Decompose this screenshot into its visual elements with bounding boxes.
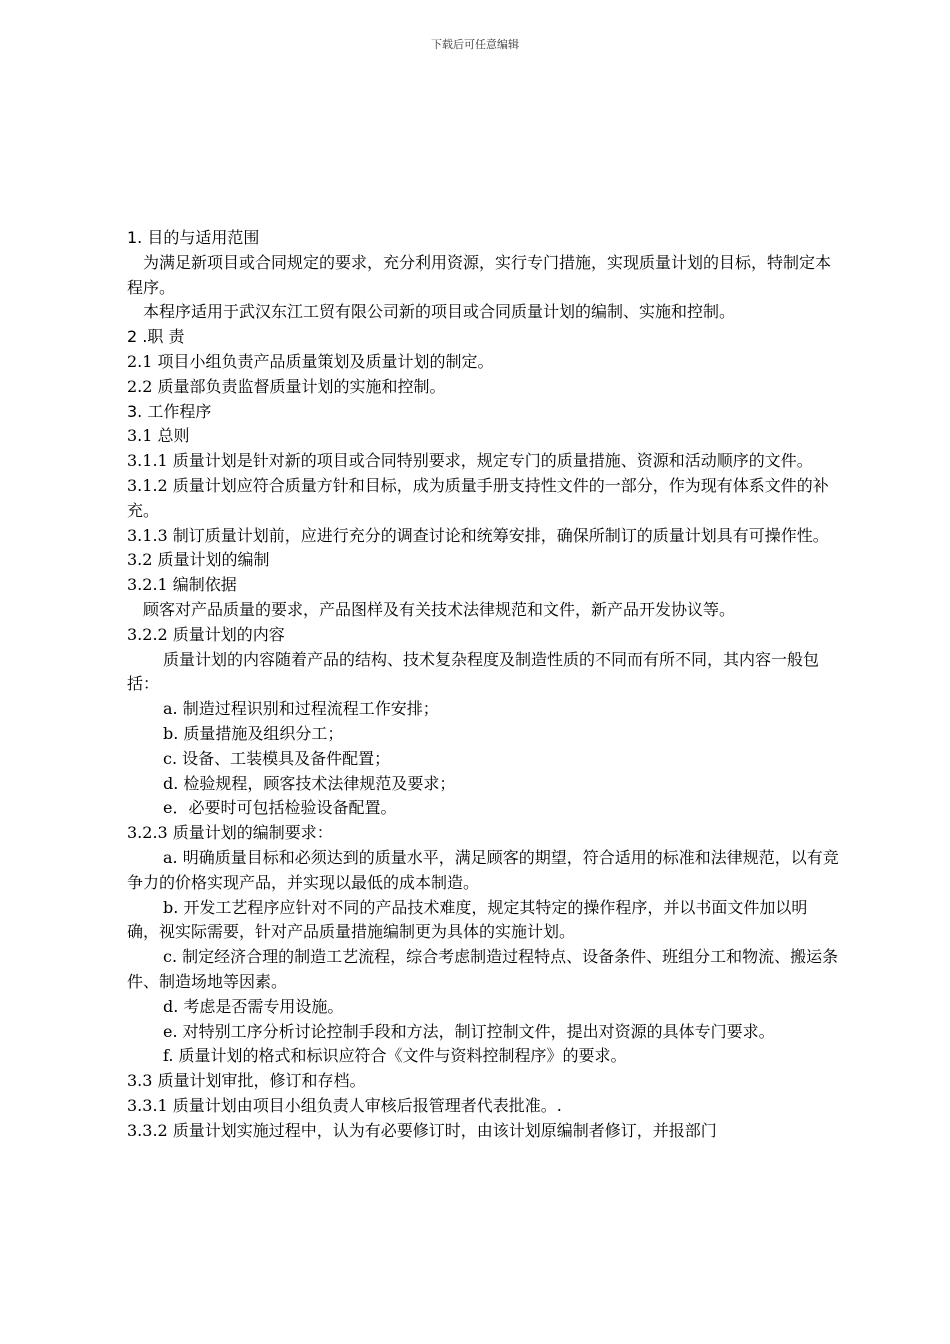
section-1-title: 1. 目的与适用范围 [127, 228, 260, 247]
section-3-1-2: 3.1.2 质量计划应符合质量方针和目标，成为质量手册支持性文件的一部分，作为现有体系文件的补充。 [127, 475, 829, 520]
section-2-2: 2.2 质量部负责监督质量计划的实施和控制。 [127, 376, 446, 396]
content-list [127, 697, 839, 821]
requirement-a: a. 明确质量目标和必须达到的质量水平，满足顾客的期望，符合适用的标准和法律规范，以有竞争力的价格实现产品，并实现以最低的成本制造。 [127, 847, 839, 892]
section-3-2-3: 3.2.3 质量计划的编制要求： [127, 823, 333, 843]
section-3-1-1: 3.1.1 质量计划是针对新的项目或合同特别要求，规定专门的质量措施、资源和活动顺序的文件。 [127, 451, 813, 471]
list-item: d. 检验规程，顾客技术法律规范及要求； [163, 773, 456, 793]
page-header: 下载后可任意编辑 [431, 38, 519, 51]
section-3-2-1-paragraph: 顾客对产品质量的要求，产品图样及有关技术法律规范和文件，新产品开发协议等。 [143, 599, 736, 619]
requirement-c: c. 制定经济合理的制造工艺流程，综合考虑制造过程特点、设备条件、班组分工和物流、搬运条件、制造场地等因素。 [127, 947, 839, 991]
requirement-b: b. 开发工艺程序应针对不同的产品技术难度，规定其特定的操作程序，并以书面文件加以明确，视实际需要，针对产品质量措施编制更为具体的实施计划。 [127, 897, 808, 942]
section-1-paragraph-2: 本程序适用于武汉东江工贸有限公司新的项目或合同质量计划的编制、实施和控制。 [143, 302, 736, 322]
section-2-1: 2.1 项目小组负责产品质量策划及质量计划的制定。 [127, 351, 494, 371]
section-3-2-2-paragraph: 质量计划的内容随着产品的结构、技术复杂程度及制造性质的不同而有所不同，其内容一般包括： [127, 649, 820, 694]
section-3-3-2: 3.3.2 质量计划实施过程中，认为有必要修订时，由该计划原编制者修订，并报部门 [127, 1120, 717, 1140]
section-3-title: 3. 工作程序 [127, 401, 212, 421]
list-item: a. 制造过程识别和过程流程工作安排； [163, 699, 439, 719]
section-3-2-1: 3.2.1 编制依据 [127, 575, 237, 595]
section-3-3: 3.3 质量计划审批，修订和存档。 [127, 1071, 366, 1091]
list-item: c. 设备、工装模具及备件配置； [163, 748, 391, 768]
section-1-paragraph-1: 为满足新项目或合同规定的要求，充分利用资源，实行专门措施，实现质量计划的目标，特制定本程序。 [127, 252, 832, 297]
section-3-1-3: 3.1.3 制订质量计划前，应进行充分的调查讨论和统筹安排，确保所制订的质量计划具有可操作性。 [127, 525, 829, 545]
section-3-3-1: 3.3.1 质量计划由项目小组负责人审核后报管理者代表批准。. [127, 1095, 562, 1115]
list-item: b. 质量措施及组织分工； [163, 723, 344, 743]
requirement-d: d. 考虑是否需专用设施。 [163, 996, 344, 1016]
section-3-2-2: 3.2.2 质量计划的内容 [127, 624, 285, 644]
section-3-2: 3.2 质量计划的编制 [127, 550, 270, 570]
document-body [127, 226, 839, 1143]
section-2-title: 2 .职 责 [127, 327, 185, 347]
section-3-1: 3.1 总则 [127, 426, 190, 446]
requirement-f: f. 质量计划的格式和标识应符合《文件与资料控制程序》的要求。 [163, 1046, 627, 1066]
list-item: e．必要时可包括检验设备配置。 [163, 798, 397, 818]
requirement-e: e. 对特别工序分析讨论控制手段和方法，制订控制文件，提出对资源的具体专门要求。 [163, 1021, 775, 1041]
